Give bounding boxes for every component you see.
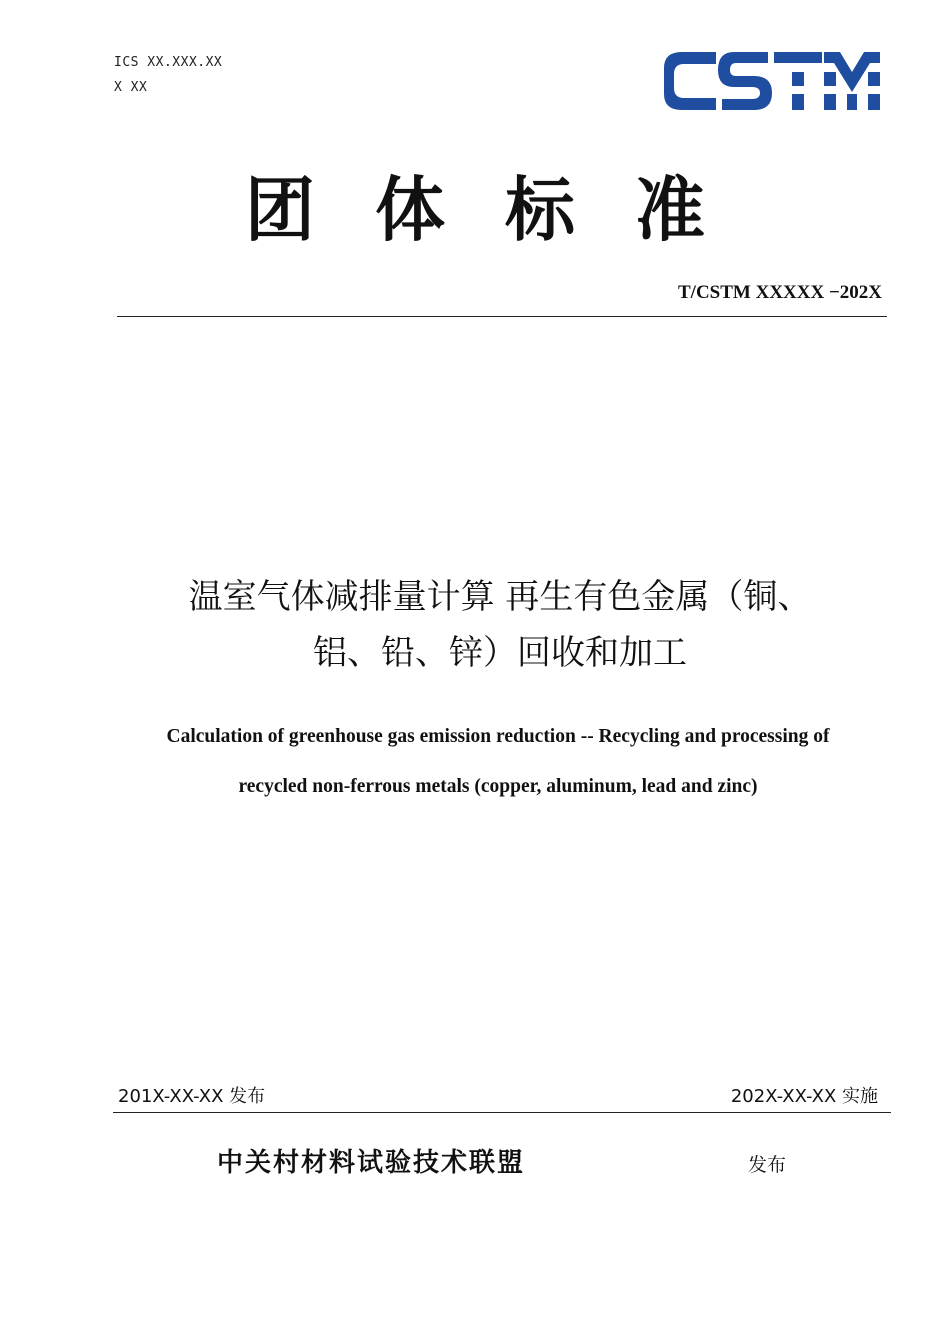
implementation-date: 202X-XX-XX 实施 [730, 1086, 878, 1107]
issuing-organization: 中关村材料试验技术联盟 [217, 1148, 526, 1178]
ics-classification [114, 50, 222, 100]
footer-divider [113, 1112, 891, 1113]
document-code: T/CSTM XXXXX −202X [678, 282, 882, 303]
publish-label: 发布 [748, 1154, 787, 1176]
publish-date: 201X-XX-XX 发布 [118, 1086, 266, 1107]
english-title [100, 712, 896, 812]
english-title-line-2: recycled non-ferrous metals (copper, aluminum, lead and zinc) [238, 776, 758, 797]
chinese-title-line-1: 温室气体减排量计算 再生有色金属（铜、 [188, 577, 812, 617]
chinese-title [100, 569, 900, 681]
ics-code: ICS XX.XXX.XX [114, 55, 223, 70]
standard-type-title: 团体标准 [245, 169, 765, 251]
ccs-code: X XX [114, 80, 148, 95]
chinese-title-line-2: 铝、铅、锌）回收和加工 [313, 633, 687, 673]
english-title-line-1: Calculation of greenhouse gas emission reduction -- Recycling and processing of [166, 726, 830, 747]
cstm-logo [664, 50, 884, 112]
header-divider [117, 316, 887, 317]
